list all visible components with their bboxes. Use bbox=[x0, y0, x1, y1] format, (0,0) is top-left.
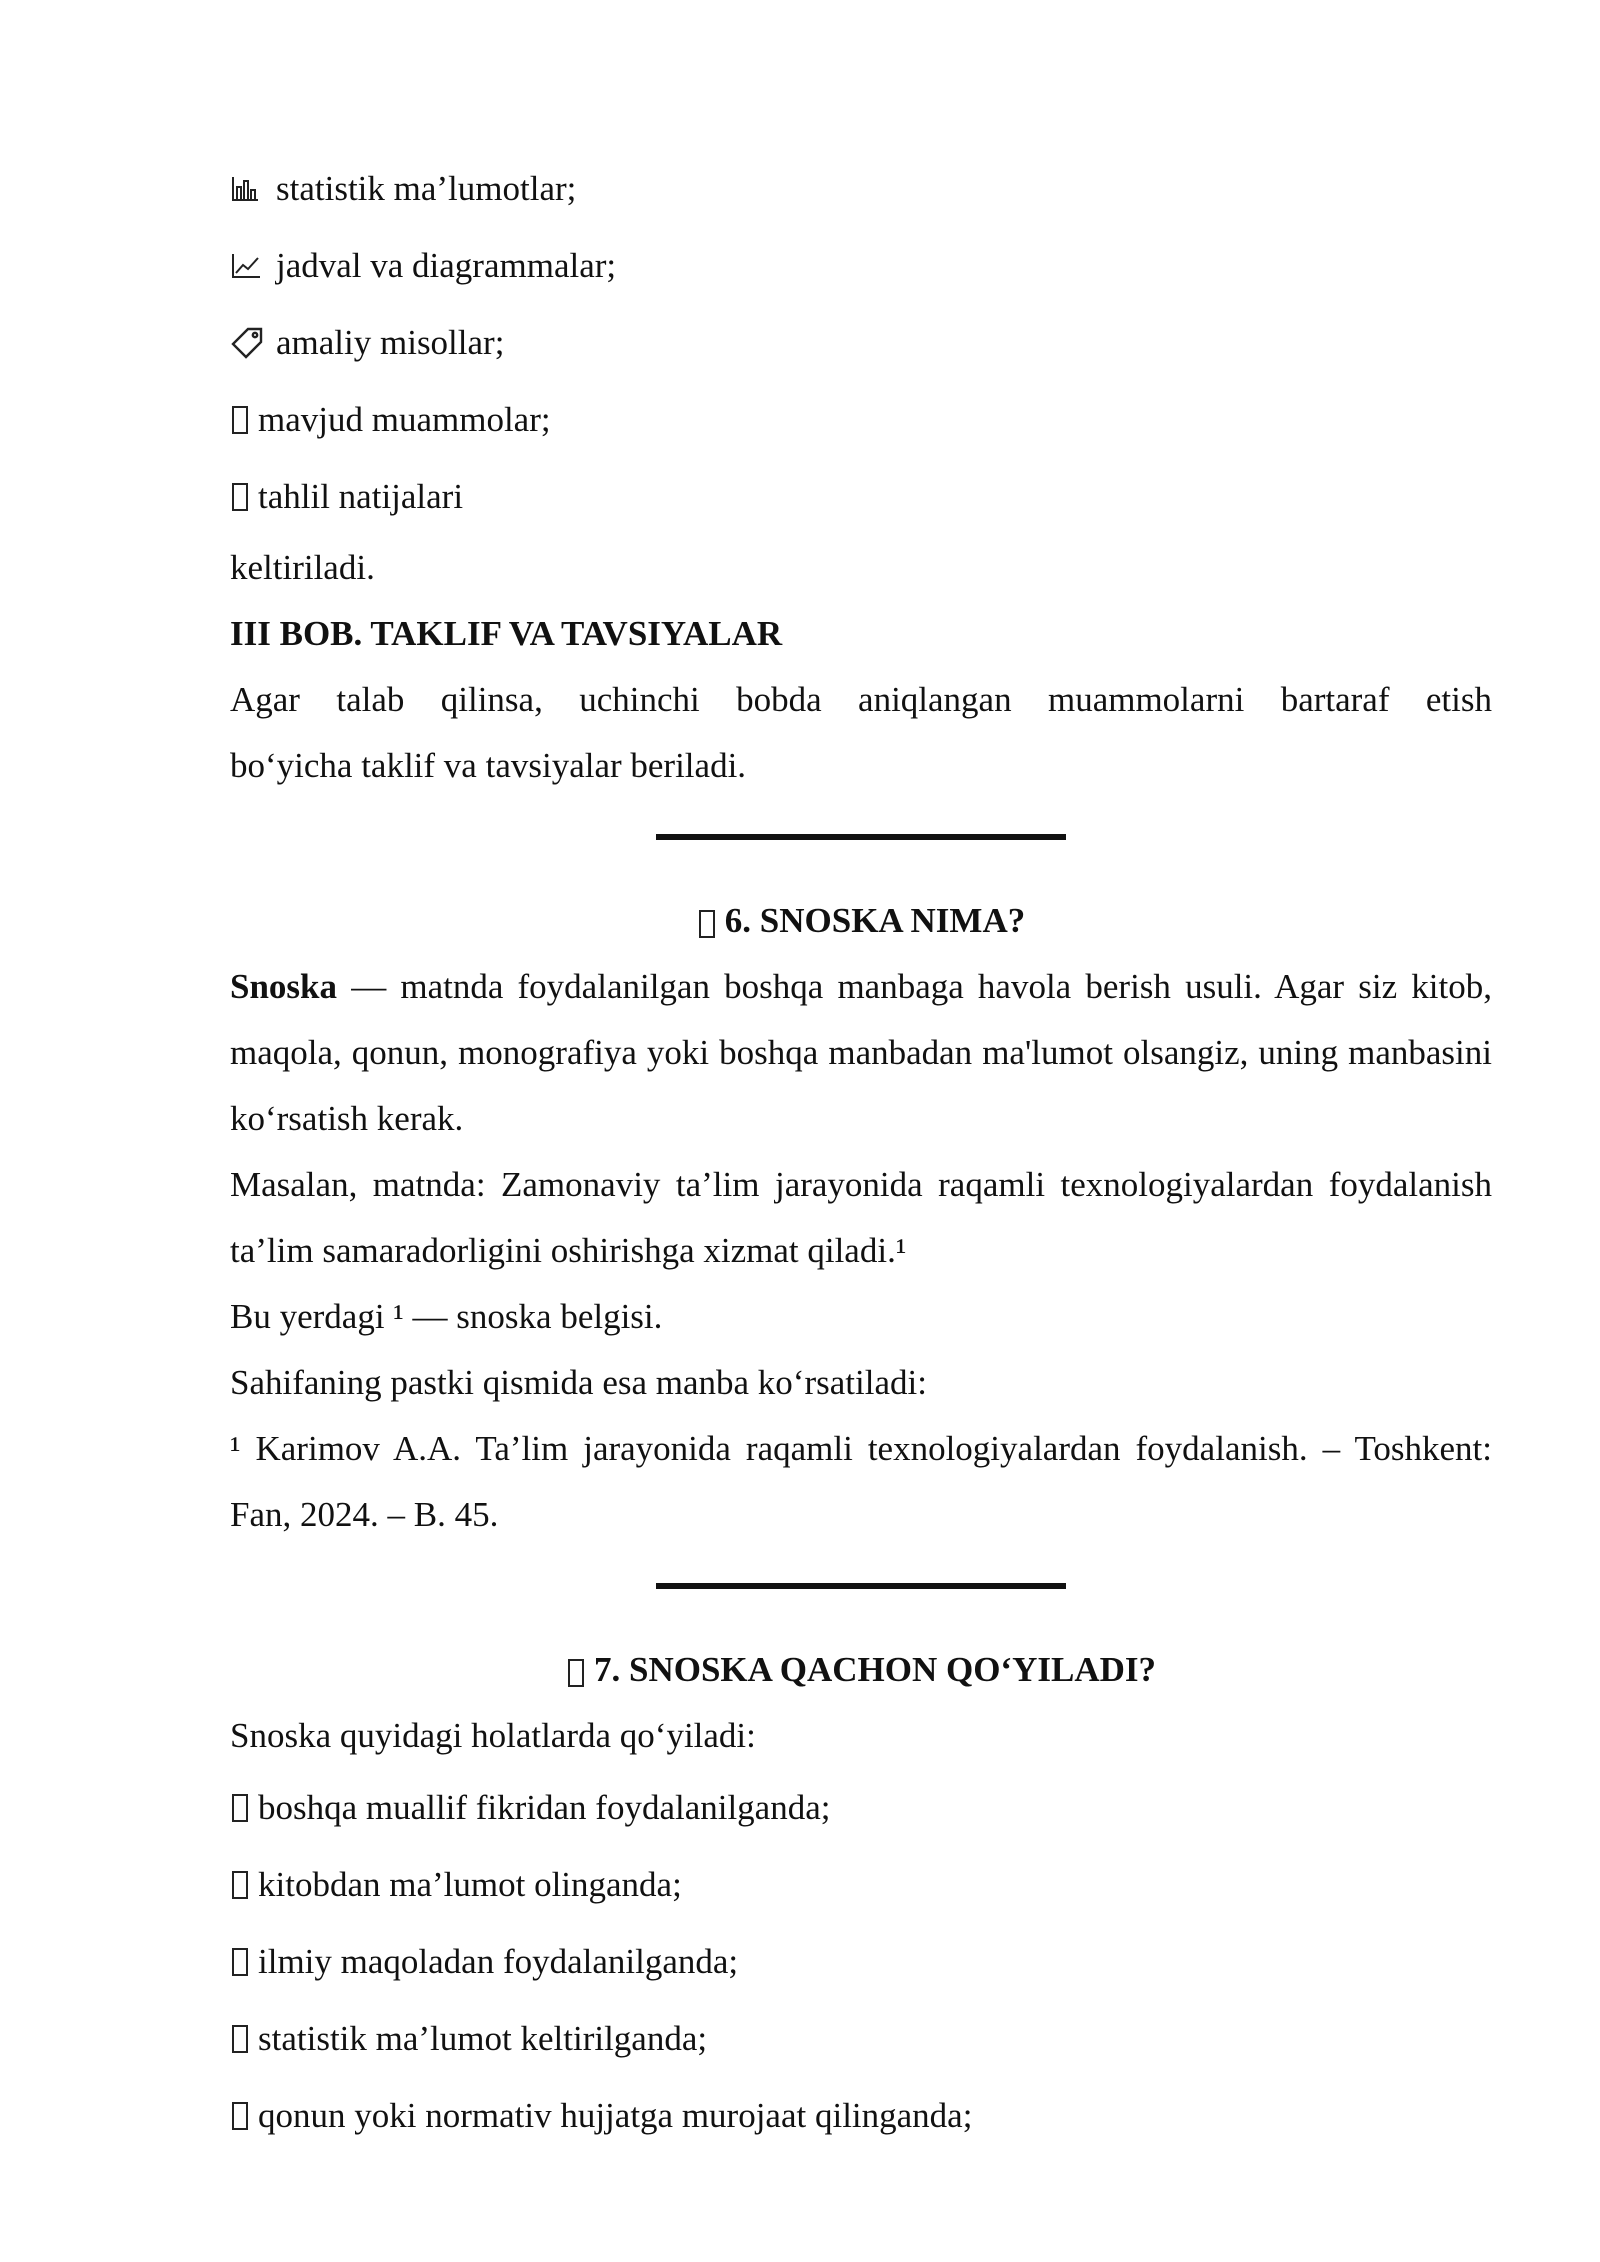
missing-glyph-icon bbox=[699, 910, 715, 938]
paragraph-text: Snoska quyidagi holatlarda qo‘yiladi: bbox=[230, 1716, 756, 1755]
tag-icon bbox=[230, 326, 268, 360]
list-item bbox=[230, 150, 1492, 227]
missing-glyph-icon bbox=[232, 483, 248, 511]
list-item bbox=[230, 227, 1492, 304]
missing-glyph-icon bbox=[232, 1948, 248, 1976]
missing-glyph-icon bbox=[232, 1794, 248, 1822]
section-heading bbox=[230, 888, 1492, 954]
paragraph-line: Agar talab qilinsa, uchinchi bobda aniqlangan muammolarni bartaraf etish bbox=[230, 680, 1492, 719]
chapter-heading: III BOB. TAKLIF VA TAVSIYALAR bbox=[230, 614, 783, 653]
missing-glyph-icon bbox=[568, 1659, 584, 1687]
list-item-text: statistik ma’lumotlar; bbox=[276, 169, 577, 208]
list-item bbox=[230, 458, 1492, 535]
list-item-text: boshqa muallif fikridan foydalanilganda; bbox=[258, 1788, 831, 1827]
list-item bbox=[230, 1923, 1492, 2000]
example-paragraph: Masalan, matnda: Zamonaviy ta’lim jarayonida raqamli texnologiyalardan foydalanish ta’lim samaradorligini oshirishga xizmat qiladi.¹ bbox=[230, 1165, 1492, 1270]
paragraph-text: keltiriladi. bbox=[230, 548, 375, 587]
list-item bbox=[230, 304, 1492, 381]
list-item bbox=[230, 2000, 1492, 2077]
footnote-text: ¹ Karimov A.A. Ta’lim jarayonida raqamli texnologiyalardan foydalanish. – Toshkent: Fan, 2024. – B. 45. bbox=[230, 1429, 1492, 1534]
missing-glyph-icon bbox=[232, 406, 248, 434]
list-item-text: mavjud muammolar; bbox=[258, 400, 551, 439]
list-item bbox=[230, 381, 1492, 458]
list-item-text: amaliy misollar; bbox=[276, 323, 505, 362]
missing-glyph-icon bbox=[232, 2102, 248, 2130]
paragraph-text: Sahifaning pastki qismida esa manba ko‘rsatiladi: bbox=[230, 1363, 927, 1402]
section-title: 6. SNOSKA NIMA? bbox=[724, 901, 1026, 940]
list-item-text: qonun yoki normativ hujjatga murojaat qilinganda; bbox=[258, 2096, 973, 2135]
list-item-text: tahlil natijalari bbox=[258, 477, 464, 516]
bar-chart-icon bbox=[230, 175, 268, 203]
list-item bbox=[230, 1846, 1492, 1923]
definition-text: — matnda foydalanilgan boshqa manbaga havola berish usuli. Agar siz kitob, maqola, qonun, monografiya yoki boshqa manbadan ma'lumot olsangiz, uning manbasini ko‘rsatish kerak. bbox=[230, 967, 1492, 1138]
list-item-text: kitobdan ma’lumot olinganda; bbox=[258, 1865, 682, 1904]
missing-glyph-icon bbox=[232, 2025, 248, 2053]
section-title: 7. SNOSKA QACHON QO‘YILADI? bbox=[593, 1650, 1157, 1689]
list-item bbox=[230, 2077, 1492, 2154]
list-item bbox=[230, 1769, 1492, 1846]
term: Snoska bbox=[230, 967, 338, 1006]
list-item-text: statistik ma’lumot keltirilganda; bbox=[258, 2019, 708, 2058]
section-heading bbox=[230, 1637, 1492, 1703]
line-chart-icon bbox=[230, 252, 268, 280]
definition-paragraph bbox=[230, 954, 1492, 1152]
list-item-text: ilmiy maqoladan foydalanilganda; bbox=[258, 1942, 739, 1981]
paragraph-text: Bu yerdagi ¹ — snoska belgisi. bbox=[230, 1297, 663, 1336]
missing-glyph-icon bbox=[232, 1871, 248, 1899]
document-page bbox=[230, 150, 1492, 2154]
paragraph-line: bo‘yicha taklif va tavsiyalar beriladi. bbox=[230, 746, 747, 785]
list-item-text: jadval va diagrammalar; bbox=[276, 246, 617, 285]
